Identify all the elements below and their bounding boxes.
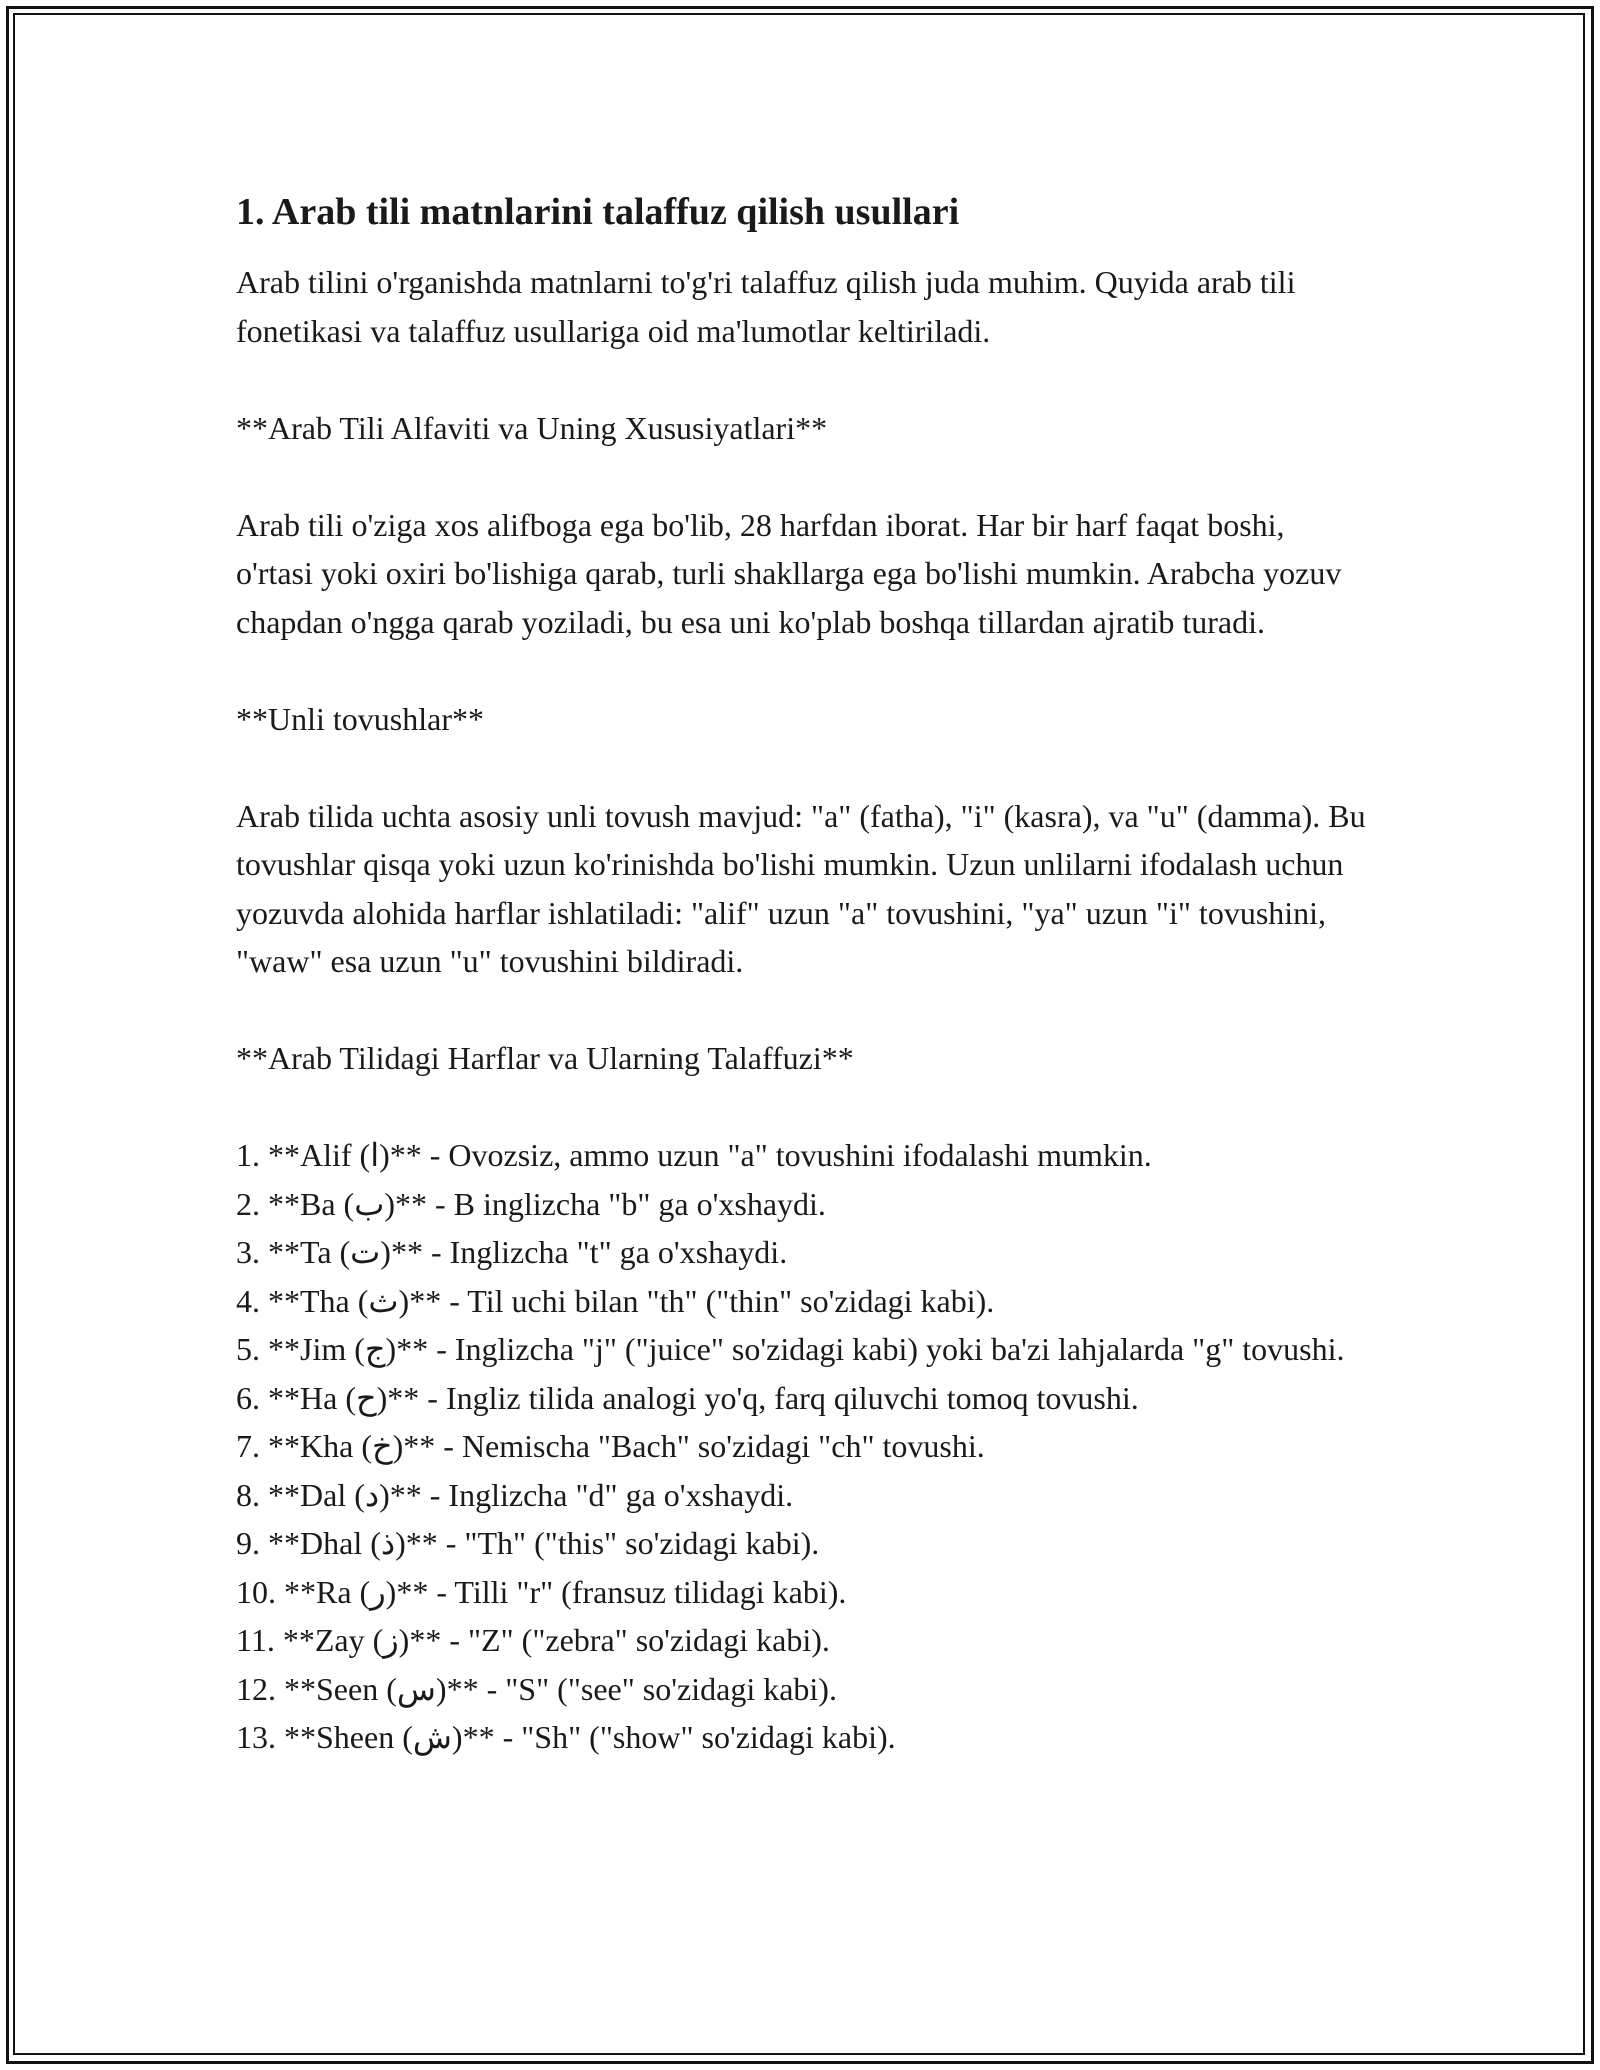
section-heading-alphabet: **Arab Tili Alfaviti va Uning Xususiyatlari** [236,409,828,446]
vowels-paragraph: Arab tilida uchta asosiy unli tovush mavjud: "a" (fatha), "i" (kasra), va "u" (damma). Bu tovushlar qisqa yoki uzun ko'rinishda bo'lishi mumkin. Uzun unlilarni ifodalash uchun yozuvda alohida harflar ishlatiladi: "alif" uzun "a" tovushini, "ya" uzun "i" tovushini, "waw" esa uzun "u" tovushini bildiradi. [236,797,1366,979]
list-item: 1. **Alif (ا)** - Ovozsiz, ammo uzun "a" tovushini ifodalashi mumkin. [236,1137,1152,1173]
section-heading-vowels: **Unli tovushlar** [236,700,484,737]
list-item: 3. **Ta (ت)** - Inglizcha "t" ga o'xshaydi. [236,1234,788,1270]
letters-list [236,1131,1366,1762]
list-item: 13. **Sheen (ش)** - "Sh" ("show" so'zidagi kabi). [236,1719,896,1755]
intro-paragraph: Arab tilini o'rganishda matnlarni to'g'ri talaffuz qilish juda muhim. Quyida arab tili fonetikasi va talaffuz usullariga oid ma'lumotlar keltiriladi. [236,264,1296,349]
list-item: 9. **Dhal (ذ)** - "Th" ("this" so'zidagi kabi). [236,1525,820,1561]
list-item: 8. **Dal (د)** - Inglizcha "d" ga o'xshaydi. [236,1476,794,1513]
list-item: 11. **Zay (ز)** - "Z" ("zebra" so'zidagi kabi). [236,1622,830,1658]
document-body [236,186,1366,1762]
list-item: 5. **Jim (ج)** - Inglizcha "j" ("juice" so'zidagi kabi) yoki ba'zi lahjalarda "g" tovushi. [236,1331,1345,1367]
list-item: 6. **Ha (ح)** - Ingliz tilida analogi yo'q, farq qiluvchi tomoq tovushi. [236,1379,1139,1416]
spacer [236,646,1366,695]
list-item: 12. **Seen (س)** - "S" ("see" so'zidagi kabi). [236,1670,837,1707]
alphabet-paragraph: Arab tili o'ziga xos alifboga ega bo'lib, 28 harfdan iborat. Har bir harf faqat boshi, o'rtasi yoki oxiri bo'lishiga qarab, turli shakllarga ega bo'lishi mumkin. Arabcha yozuv chapdan o'ngga qarab yoziladi, bu esa uni ko'plab boshqa tillardan ajratib turadi. [236,506,1342,640]
spacer [236,355,1366,404]
section-heading-letters: **Arab Tilidagi Harflar va Ularning Talaffuzi** [236,1040,854,1076]
list-item: 4. **Tha (ث)** - Til uchi bilan "th" ("thin" so'zidagi kabi). [236,1282,995,1319]
page-title: 1. Arab tili matnlarini talaffuz qilish usullari [236,191,960,233]
spacer [236,743,1366,792]
spacer [236,986,1366,1035]
spacer [236,452,1366,501]
list-item: 2. **Ba (ب)** - B inglizcha "b" ga o'xshaydi. [236,1185,826,1222]
list-item: 10. **Ra (ر)** - Tilli "r" (fransuz tilidagi kabi). [236,1573,847,1610]
spacer [236,1083,1366,1132]
list-item: 7. **Kha (خ)** - Nemischa "Bach" so'zidagi "ch" tovushi. [236,1428,985,1464]
